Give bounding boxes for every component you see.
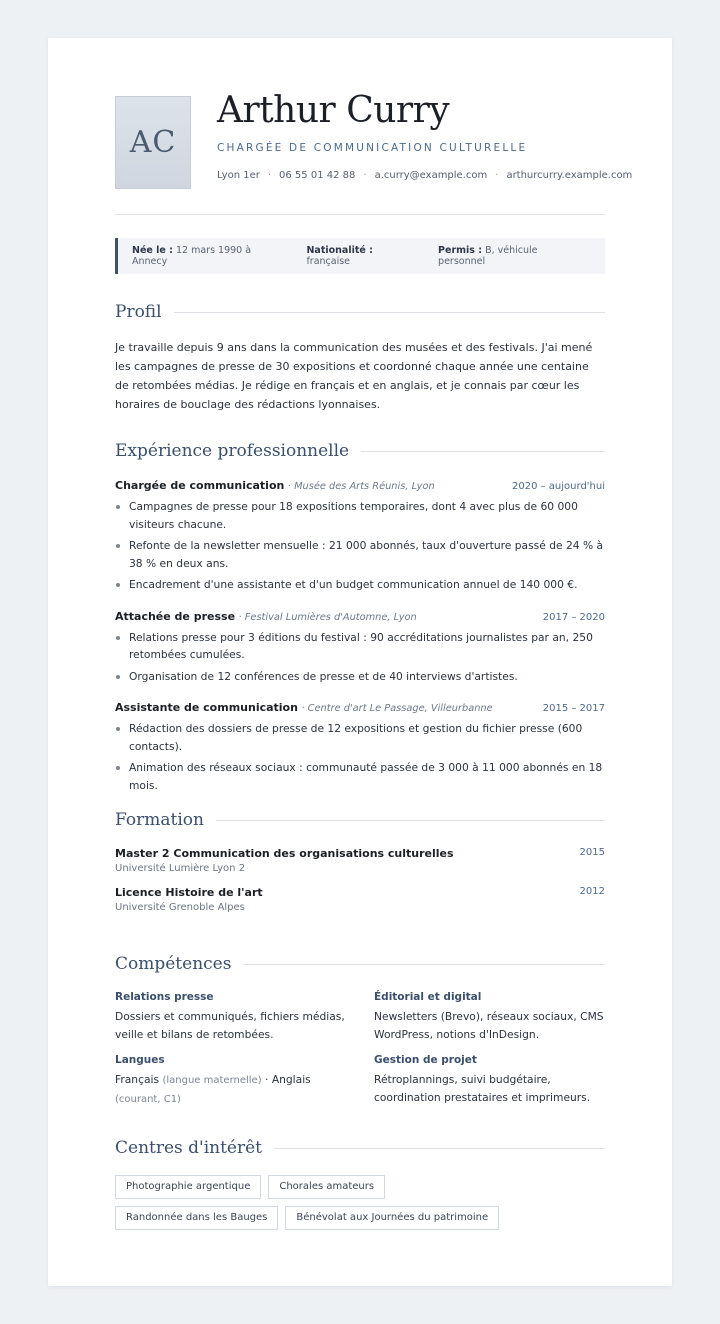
job-date: 2017 – 2020: [542, 611, 605, 623]
job-organization: · Centre d'art Le Passage, Villeurbanne: [301, 703, 493, 714]
contact-phone: 06 55 01 42 88: [279, 170, 356, 181]
info-birth: [132, 245, 284, 267]
school-name: Université Grenoble Alpes: [115, 902, 245, 913]
skill-block: [374, 1054, 605, 1109]
skill-text: Dossiers et communiqués, fichiers médias, veille et bilans de retombées.: [115, 1010, 345, 1041]
education-entry: [115, 847, 605, 874]
skills-section: [115, 953, 605, 1109]
job-title: Attachée de presse: [115, 609, 236, 623]
job-organization: · Festival Lumières d'Automne, Lyon: [238, 611, 417, 623]
education-section: [115, 809, 605, 913]
section-rule: [274, 1148, 605, 1149]
section-title: [115, 809, 605, 831]
section-title: [115, 440, 605, 462]
profile-section: [115, 301, 605, 414]
interest-tag: Randonnée dans les Bauges: [115, 1206, 278, 1230]
skill-text: Rétroplannings, suivi budgétaire, coordination prestataires et imprimeurs.: [374, 1073, 591, 1104]
experience-section: [115, 440, 605, 798]
job-bullets: [115, 498, 605, 594]
job-title-group: [115, 610, 417, 623]
list-item: Campagnes de presse pour 18 expositions temporaires, dont 4 avec plus de 60 000 visiteurs chacune.: [129, 498, 605, 533]
degree-title: Master 2 Communication des organisations culturelles: [115, 847, 454, 860]
section-title-text: Profil: [115, 302, 162, 322]
interest-tag: Chorales amateurs: [268, 1175, 385, 1199]
education-details: [115, 847, 454, 874]
profile-text: Je travaille depuis 9 ans dans la communication des musées et des festivals. J'ai mené les campagnes de presse de 30 expositions et coordonné chaque année une centaine de retombées médias. Je rédige en français et en anglais, et je connais par cœur les horaires de bouclage des rédactions lyonnaises.: [115, 341, 593, 411]
education-date: 2012: [579, 886, 605, 897]
contact-separator: ·: [267, 170, 272, 181]
info-value: B, véhicule personnel: [438, 245, 538, 267]
job-bullets: [115, 720, 605, 794]
degree-title: Licence Histoire de l'art: [115, 886, 263, 899]
skill-heading: Relations presse: [115, 991, 214, 1003]
education-date: 2015: [579, 847, 605, 858]
list-item: Relations presse pour 3 éditions du festival : 90 accréditations journalistes par an, 250 retombées cumulées.: [129, 629, 605, 664]
contact-separator: ·: [363, 170, 367, 181]
info-label: Permis :: [438, 245, 483, 256]
job-bullets: [115, 629, 605, 686]
job-organization: · Musée des Arts Réunis, Lyon: [287, 481, 435, 492]
section-title-text: Formation: [115, 810, 204, 830]
contact-website[interactable]: arthurcurry.example.com: [506, 170, 633, 181]
job-header: [115, 479, 605, 492]
job-title: Assistante de communication: [115, 701, 298, 714]
skill-block: [374, 991, 605, 1044]
language-level: (courant, C1): [115, 1094, 181, 1105]
section-rule: [216, 820, 605, 821]
contact-line: [217, 170, 632, 181]
job-date: 2020 – aujourd'hui: [512, 481, 605, 492]
job-title: Chargée de communication: [115, 479, 285, 492]
interests-section: [115, 1137, 605, 1237]
education-entry: [115, 886, 605, 913]
list-item: Refonte de la newsletter mensuelle : 21 000 abonnés, taux d'ouverture passé de 24 % à 38 % en deux ans.: [129, 537, 605, 572]
info-value: française: [306, 256, 351, 267]
skill-heading: Éditorial et digital: [374, 991, 482, 1003]
info-nationality: [306, 245, 416, 267]
info-label: Nationalité :: [306, 245, 373, 256]
job-entry: [115, 610, 605, 686]
language-separator: ·: [261, 1073, 272, 1086]
personal-info-bar: [115, 238, 605, 274]
interest-tags: [115, 1175, 535, 1237]
skill-text: [115, 1071, 340, 1109]
language-level: (langue maternelle): [162, 1075, 262, 1086]
section-title: [115, 301, 605, 323]
interest-tag: Photographie argentique: [115, 1175, 261, 1199]
skill-block: [115, 991, 374, 1044]
skill-block: [115, 1054, 374, 1109]
resume-page: [48, 38, 672, 1286]
info-license: [438, 245, 583, 267]
language-name: Anglais: [271, 1073, 311, 1086]
job-title-group: [115, 479, 435, 492]
avatar: AC: [115, 96, 191, 189]
education-details: [115, 886, 263, 913]
section-title-text: Centres d'intérêt: [115, 1138, 263, 1158]
skill-heading: Gestion de projet: [374, 1054, 477, 1066]
section-rule: [243, 964, 605, 965]
job-entry: [115, 479, 605, 594]
job-date: 2015 – 2017: [542, 703, 605, 714]
contact-email[interactable]: a.curry@example.com: [374, 170, 488, 181]
list-item: Organisation de 12 conférences de presse et de 40 interviews d'artistes.: [129, 668, 605, 686]
list-item: Rédaction des dossiers de presse de 12 expositions et gestion du fichier presse (600 contacts).: [129, 720, 605, 755]
language-name: Français: [115, 1073, 160, 1086]
interest-tag: Bénévolat aux Journées du patrimoine: [285, 1206, 499, 1230]
job-role: CHARGÉE DE COMMUNICATION CULTURELLE: [217, 142, 528, 154]
job-header: [115, 610, 605, 623]
contact-separator: ·: [495, 170, 499, 181]
person-name: Arthur Curry: [217, 90, 450, 131]
section-rule: [174, 312, 605, 313]
skill-text: Newsletters (Brevo), réseaux sociaux, CMS WordPress, notions d'InDesign.: [374, 1010, 604, 1041]
info-value: 12 mars 1990 à Annecy: [132, 245, 252, 267]
job-header: [115, 701, 605, 714]
section-title-text: Compétences: [115, 954, 232, 974]
section-title: [115, 953, 605, 975]
info-label: Née le :: [132, 245, 173, 256]
school-name: Université Lumière Lyon 2: [115, 863, 246, 874]
contact-location: Lyon 1er: [217, 170, 260, 181]
list-item: Animation des réseaux sociaux : communauté passée de 3 000 à 11 000 abonnés en 18 mois.: [129, 759, 605, 794]
header-divider: [115, 214, 605, 215]
section-title: [115, 1137, 605, 1159]
skills-grid: [115, 991, 605, 1109]
section-rule: [361, 451, 605, 452]
section-title-text: Expérience professionnelle: [115, 441, 350, 461]
job-title-group: [115, 701, 493, 714]
skill-heading: Langues: [115, 1054, 165, 1066]
job-entry: [115, 701, 605, 794]
list-item: Encadrement d'une assistante et d'un budget communication annuel de 140 000 €.: [129, 576, 605, 594]
